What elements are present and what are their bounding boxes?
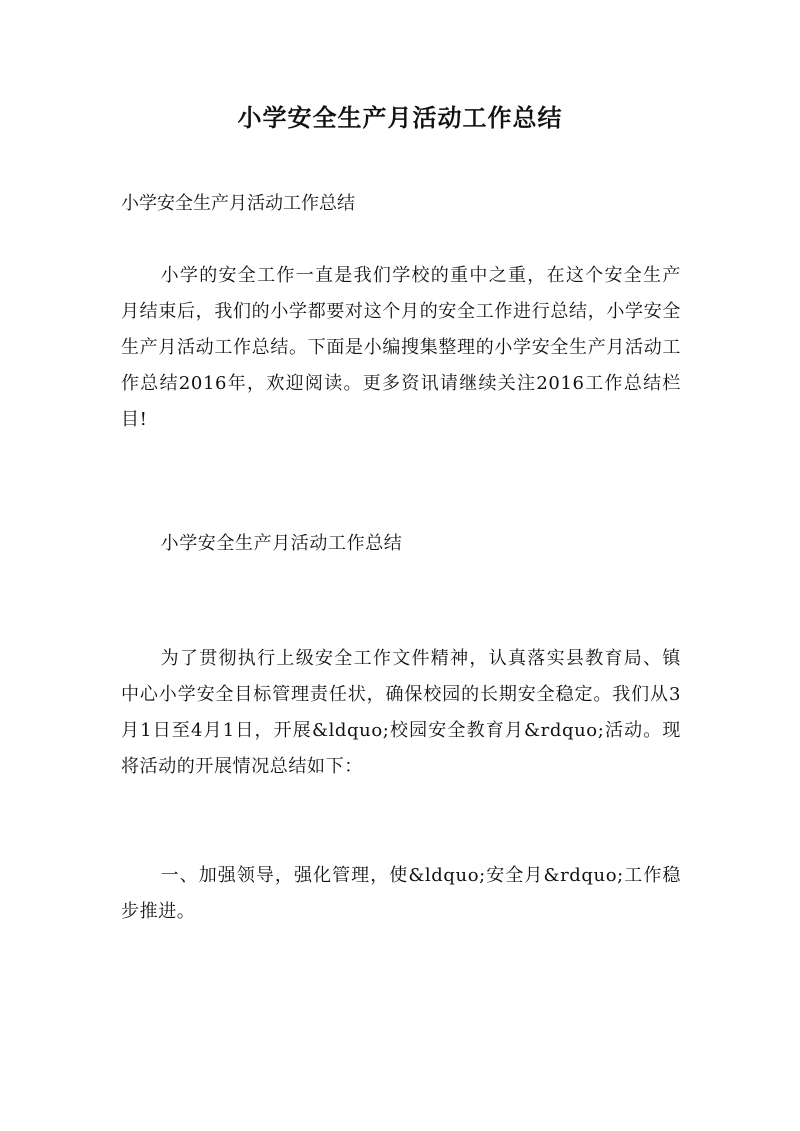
paragraph-intro: 小学的安全工作一直是我们学校的重中之重，在这个安全生产月结束后，我们的小学都要对这个月的安全工作进行总结，小学安全生产月活动工作总结。下面是小编搜集整理的小学安全生产月活动工作总结2016年，欢迎阅读。更多资讯请继续关注2016工作总结栏目! <box>121 265 681 430</box>
paragraph-section-title: 小学安全生产月活动工作总结 <box>160 533 403 554</box>
document-subtitle: 小学安全生产月活动工作总结 <box>121 193 355 214</box>
paragraph-purpose: 为了贯彻执行上级安全工作文件精神，认真落实县教育局、镇中心小学安全目标管理责任状，确保校园的长期安全稳定。我们从3月1日至4月1日，开展&ldquo;校园安全教育月&rdquo;活动。现将活动的开展情况总结如下： <box>121 648 681 777</box>
document-title: 小学安全生产月活动工作总结 <box>237 104 563 132</box>
paragraph-heading-one: 一、加强领导，强化管理，使&ldquo;安全月&rdquo;工作稳步推进。 <box>121 865 681 922</box>
